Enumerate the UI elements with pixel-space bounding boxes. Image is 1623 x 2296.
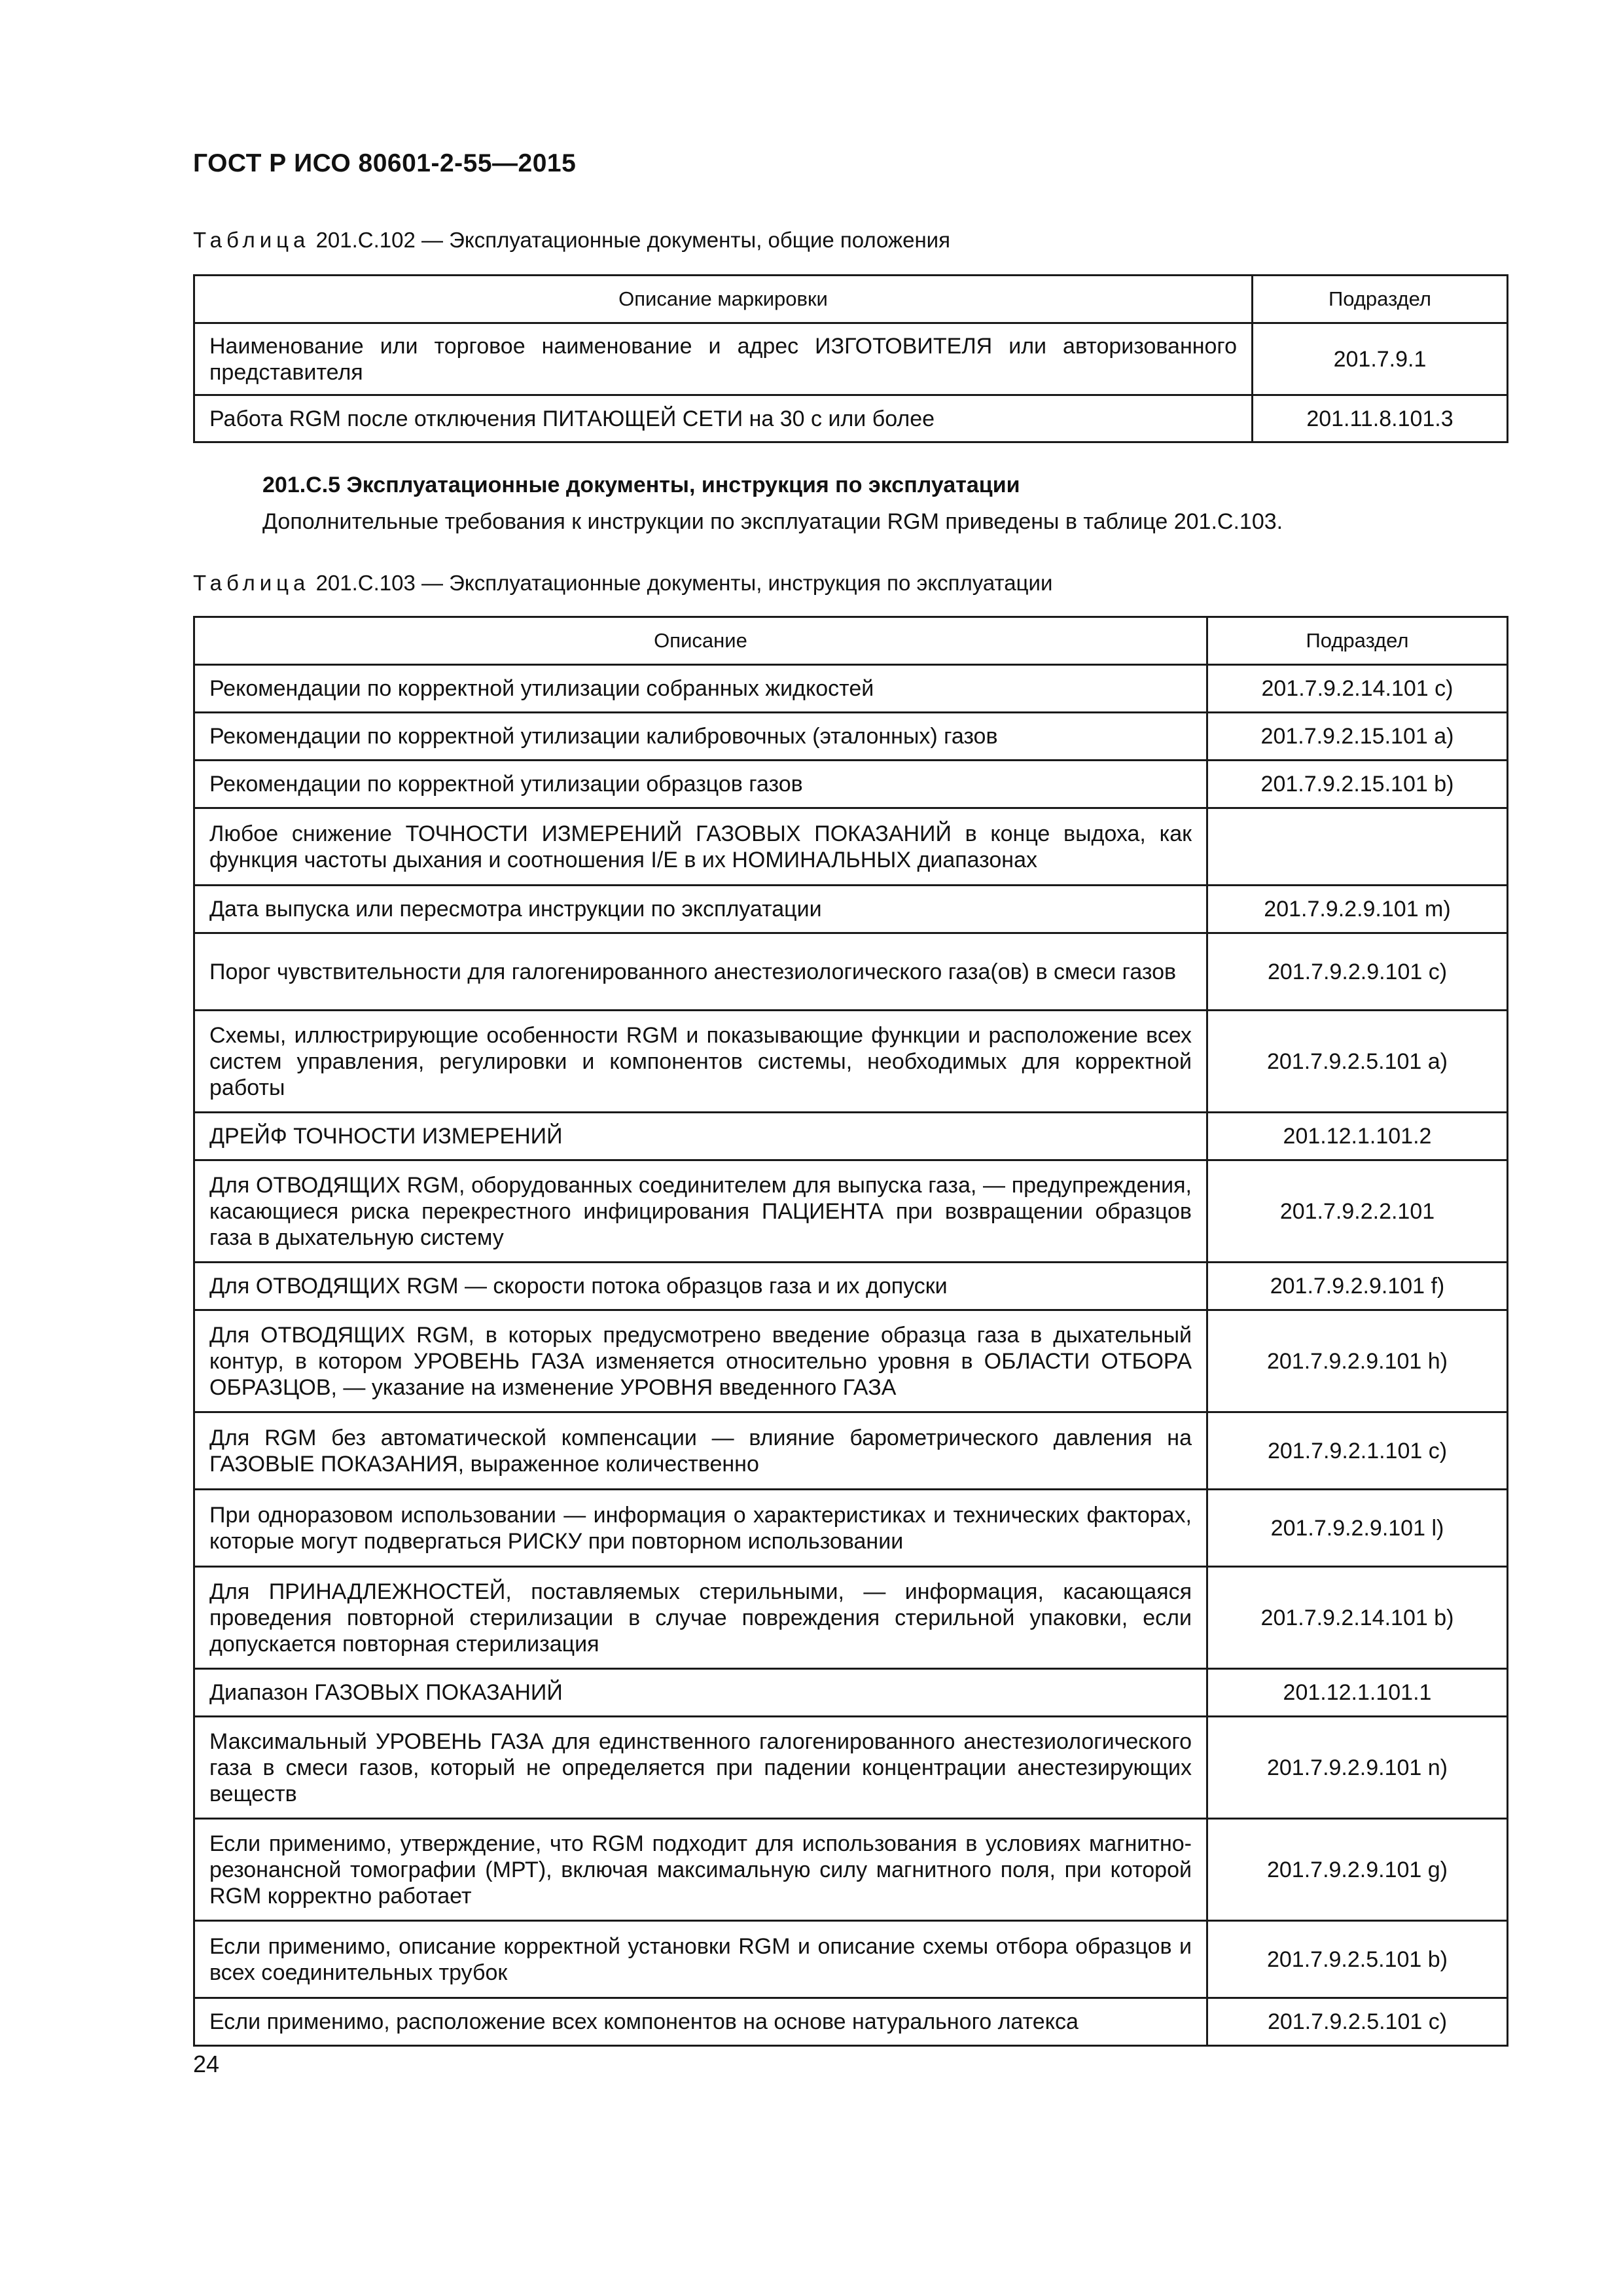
row-subsection: 201.7.9.1	[1253, 323, 1508, 395]
row-description: Рекомендации по корректной утилизации образцов газов	[194, 761, 1207, 808]
row-subsection	[1207, 808, 1508, 886]
section-heading: 201.C.5 Эксплуатационные документы, инструкция по эксплуатации	[262, 473, 1020, 497]
row-subsection: 201.7.9.2.9.101 n)	[1207, 1717, 1508, 1819]
table1-header-row	[194, 276, 1508, 323]
row-description: Любое снижение ТОЧНОСТИ ИЗМЕРЕНИЙ ГАЗОВЫХ ПОКАЗАНИЙ в конце выдоха, как функция частоты дыхания и соотношения I/E в их НОМИНАЛЬНЫХ диапазонах	[194, 808, 1207, 886]
table-row	[194, 713, 1508, 761]
row-description: Диапазон ГАЗОВЫХ ПОКАЗАНИЙ	[194, 1669, 1207, 1717]
table-row	[194, 1717, 1508, 1819]
row-subsection: 201.7.9.2.15.101 b)	[1207, 761, 1508, 808]
table-row	[194, 1490, 1508, 1567]
row-subsection: 201.7.9.2.14.101 b)	[1207, 1567, 1508, 1669]
row-description: ДРЕЙФ ТОЧНОСТИ ИЗМЕРЕНИЙ	[194, 1113, 1207, 1160]
table2-header-row	[194, 617, 1508, 665]
row-subsection: 201.11.8.101.3	[1253, 395, 1508, 442]
row-subsection: 201.7.9.2.9.101 l)	[1207, 1490, 1508, 1567]
table1-caption	[193, 228, 950, 253]
row-description: Рекомендации по корректной утилизации собранных жидкостей	[194, 665, 1207, 713]
row-subsection: 201.7.9.2.9.101 h)	[1207, 1310, 1508, 1412]
row-subsection: 201.7.9.2.9.101 f)	[1207, 1263, 1508, 1310]
row-subsection: 201.7.9.2.9.101 c)	[1207, 933, 1508, 1011]
row-subsection: 201.12.1.101.1	[1207, 1669, 1508, 1717]
table-row	[194, 1310, 1508, 1412]
table-row	[194, 1669, 1508, 1717]
row-subsection: 201.7.9.2.5.101 b)	[1207, 1921, 1508, 1998]
row-description: Наименование или торговое наименование и адрес ИЗГОТОВИТЕЛЯ или авторизованного представителя	[194, 323, 1253, 395]
table-row	[194, 395, 1508, 442]
table1-caption-word: Таблица	[193, 228, 310, 252]
row-subsection: 201.12.1.101.2	[1207, 1113, 1508, 1160]
row-subsection: 201.7.9.2.5.101 c)	[1207, 1998, 1508, 2046]
table2-header-subsection: Подраздел	[1207, 617, 1508, 665]
row-description: Для ОТВОДЯЩИХ RGM, в которых предусмотрено введение образца газа в дыхательный контур, в котором УРОВЕНЬ ГАЗА изменяется относительно уровня в ОБЛАСТИ ОТБОРА ОБРАЗЦОВ, — указание на изменение УРОВНЯ введенного ГАЗА	[194, 1310, 1207, 1412]
row-description: Для ОТВОДЯЩИХ RGM, оборудованных соединителем для выпуска газа, — предупреждения, касающиеся риска перекрестного инфицирования ПАЦИЕНТА при возвращении образцов газа в дыхательную систему	[194, 1160, 1207, 1263]
table-row	[194, 761, 1508, 808]
row-description: Если применимо, расположение всех компонентов на основе натурального латекса	[194, 1998, 1207, 2046]
row-description: Максимальный УРОВЕНЬ ГАЗА для единственного галогенированного анестезиологического газа в смеси газов, который не определяется при падении концентрации анестезирующих веществ	[194, 1717, 1207, 1819]
row-subsection: 201.7.9.2.15.101 a)	[1207, 713, 1508, 761]
table2-header-description: Описание	[194, 617, 1207, 665]
table1-header-subsection: Подраздел	[1253, 276, 1508, 323]
table-row	[194, 1567, 1508, 1669]
row-description: При одноразовом использовании — информация о характеристиках и технических факторах, которые могут подвергаться РИСКУ при повторном использовании	[194, 1490, 1207, 1567]
row-subsection: 201.7.9.2.2.101	[1207, 1160, 1508, 1263]
table2-caption	[193, 571, 1052, 596]
table1-header-description: Описание маркировки	[194, 276, 1253, 323]
table-row	[194, 808, 1508, 886]
table-row	[194, 1160, 1508, 1263]
table-row	[194, 1412, 1508, 1490]
table1	[193, 274, 1508, 443]
row-subsection: 201.7.9.2.9.101 g)	[1207, 1819, 1508, 1921]
table-row	[194, 886, 1508, 933]
row-description: Если применимо, утверждение, что RGM подходит для использования в условиях магнитно-резонансной томографии (МРТ), включая максимальную силу магнитного поля, при которой RGM корректно работает	[194, 1819, 1207, 1921]
section-paragraph: Дополнительные требования к инструкции по эксплуатации RGM приведены в таблице 201.C.103.	[262, 509, 1283, 534]
table2	[193, 616, 1508, 2047]
row-description: Для ОТВОДЯЩИХ RGM — скорости потока образцов газа и их допуски	[194, 1263, 1207, 1310]
row-description: Если применимо, описание корректной установки RGM и описание схемы отбора образцов и всех соединительных трубок	[194, 1921, 1207, 1998]
row-subsection: 201.7.9.2.9.101 m)	[1207, 886, 1508, 933]
table-row	[194, 1113, 1508, 1160]
row-subsection: 201.7.9.2.5.101 a)	[1207, 1011, 1508, 1113]
row-subsection: 201.7.9.2.14.101 c)	[1207, 665, 1508, 713]
page-number: 24	[193, 2051, 220, 2077]
document-header: ГОСТ Р ИСО 80601-2-55—2015	[193, 149, 577, 177]
table-row	[194, 665, 1508, 713]
table-row	[194, 1998, 1508, 2046]
row-description: Схемы, иллюстрирующие особенности RGM и показывающие функции и расположение всех систем управления, регулировки и компонентов системы, необходимых для корректной работы	[194, 1011, 1207, 1113]
table-row	[194, 1819, 1508, 1921]
table-row	[194, 323, 1508, 395]
row-description: Порог чувствительности для галогенированного анестезиологического газа(ов) в смеси газов	[194, 933, 1207, 1011]
table1-caption-text: 201.C.102 — Эксплуатационные документы, общие положения	[315, 228, 950, 252]
table-row	[194, 933, 1508, 1011]
table-row	[194, 1011, 1508, 1113]
row-description: Для ПРИНАДЛЕЖНОСТЕЙ, поставляемых стерильными, — информация, касающаяся проведения повторной стерилизации в случае повреждения стерильной упаковки, если допускается повторная стерилизация	[194, 1567, 1207, 1669]
row-description: Работа RGM после отключения ПИТАЮЩЕЙ СЕТИ на 30 с или более	[194, 395, 1253, 442]
table2-caption-text: 201.C.103 — Эксплуатационные документы, инструкция по эксплуатации	[315, 571, 1053, 595]
row-description: Рекомендации по корректной утилизации калибровочных (эталонных) газов	[194, 713, 1207, 761]
row-description: Для RGM без автоматической компенсации — влияние барометрического давления на ГАЗОВЫЕ ПОКАЗАНИЯ, выраженное количественно	[194, 1412, 1207, 1490]
table-row	[194, 1921, 1508, 1998]
row-description: Дата выпуска или пересмотра инструкции по эксплуатации	[194, 886, 1207, 933]
row-subsection: 201.7.9.2.1.101 c)	[1207, 1412, 1508, 1490]
table-row	[194, 1263, 1508, 1310]
table2-caption-word: Таблица	[193, 571, 310, 595]
